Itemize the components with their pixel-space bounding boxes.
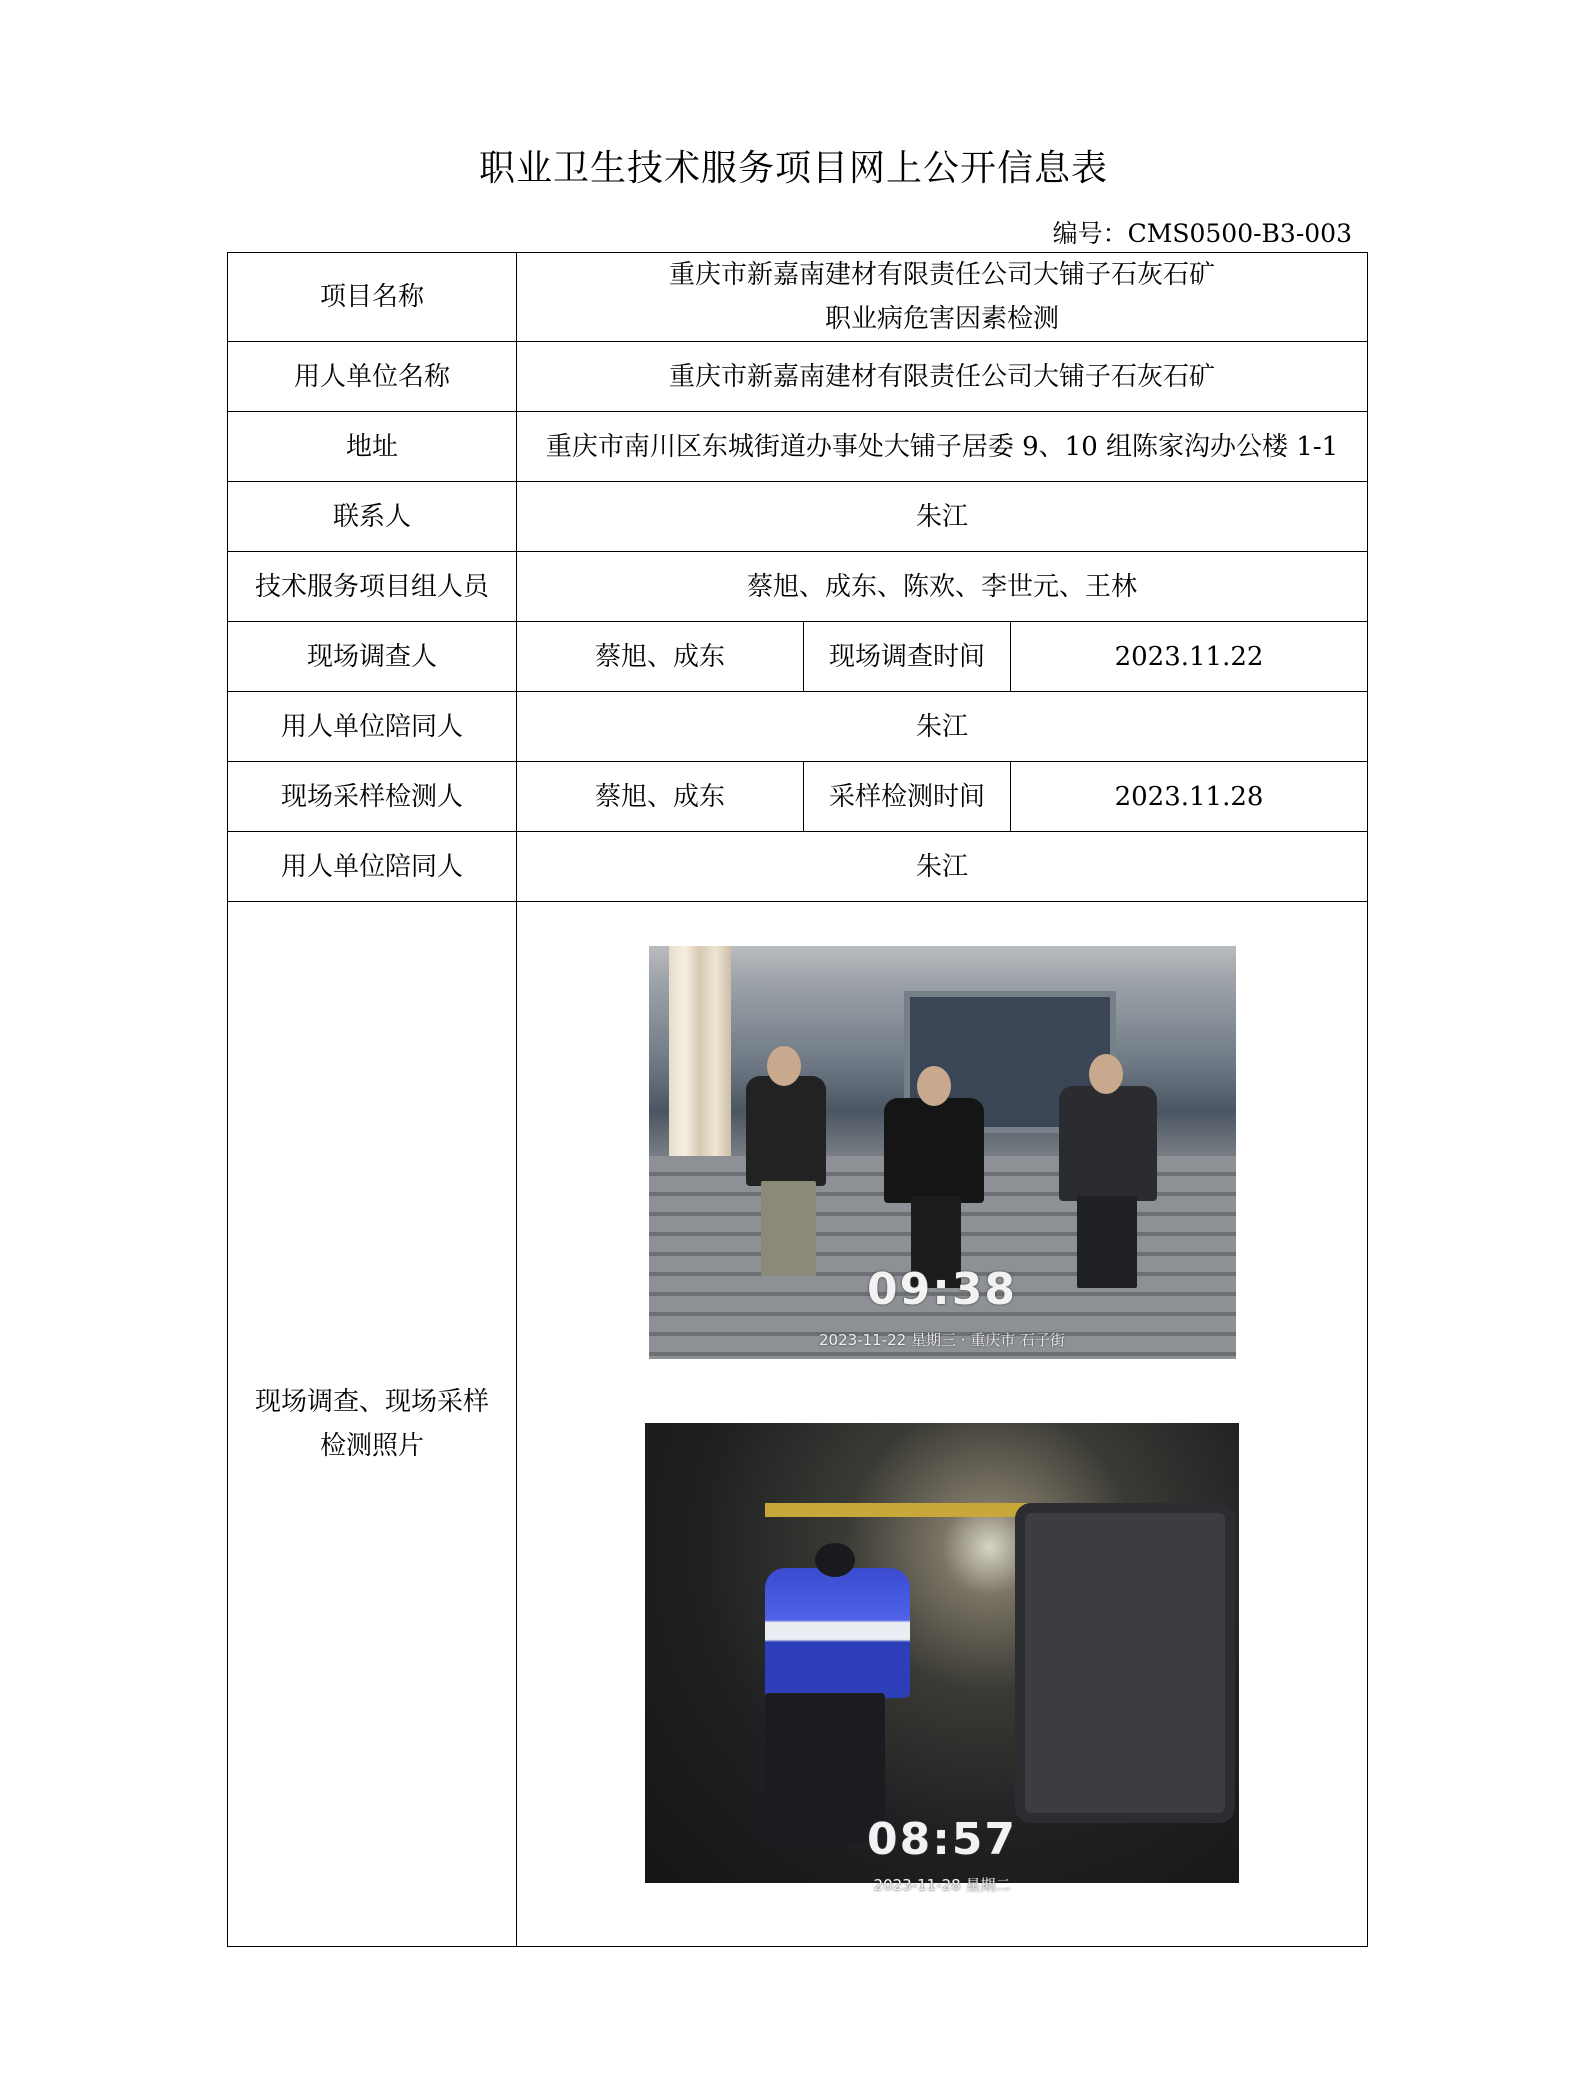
- label-survey: 现场调查人: [228, 622, 517, 692]
- value-sampling-time: 2023.11.28: [1011, 762, 1368, 832]
- row-survey-escort: [228, 692, 1368, 762]
- photo-person-3-head: [1089, 1054, 1123, 1094]
- value-survey-escort: 朱江: [517, 692, 1368, 762]
- label-sampling-time: 采样检测时间: [804, 762, 1011, 832]
- photos-cell: [517, 902, 1368, 1947]
- sampling-photo-date: 2023-11-28 星期二: [873, 1876, 1011, 1894]
- photo-person-2: [884, 1098, 984, 1203]
- photo-worker-head: [815, 1543, 855, 1577]
- label-photos-line1: 现场调查、现场采样: [254, 1387, 489, 1417]
- label-team: 技术服务项目组人员: [228, 552, 517, 622]
- label-survey-time: 现场调查时间: [804, 622, 1011, 692]
- document-code: 编号：CMS0500-B3-003: [1052, 219, 1352, 248]
- value-project-name-line1: 重庆市新嘉南建材有限责任公司大铺子石灰石矿: [669, 260, 1216, 290]
- value-project-name: [517, 253, 1368, 342]
- photo-person-1: [746, 1076, 826, 1186]
- row-project-name: [228, 253, 1368, 342]
- sampling-photo-time: 08:57: [866, 1814, 1018, 1865]
- label-contact: 联系人: [228, 482, 517, 552]
- photo-machine: [1015, 1503, 1235, 1823]
- survey-photo-time: 09:38: [866, 1264, 1018, 1315]
- row-contact: [228, 482, 1368, 552]
- label-project-name: 项目名称: [228, 253, 517, 342]
- row-sampling-escort: [228, 832, 1368, 902]
- info-table: [227, 252, 1368, 1947]
- label-employer-name: 用人单位名称: [228, 342, 517, 412]
- row-employer-name: [228, 342, 1368, 412]
- value-employer-name: 重庆市新嘉南建材有限责任公司大铺子石灰石矿: [517, 342, 1368, 412]
- sampling-photo: [645, 1423, 1239, 1894]
- label-sampling-escort: 用人单位陪同人: [228, 832, 517, 902]
- value-project-name-line2: 职业病危害因素检测: [825, 304, 1060, 334]
- photo-worker-vest: [765, 1568, 910, 1698]
- row-address: [228, 412, 1368, 482]
- value-survey-time: 2023.11.22: [1011, 622, 1368, 692]
- row-team: [228, 552, 1368, 622]
- value-address: 重庆市南川区东城街道办事处大铺子居委 9、10 组陈家沟办公楼 1-1: [517, 412, 1368, 482]
- value-team: 蔡旭、成东、陈欢、李世元、王林: [517, 552, 1368, 622]
- value-survey: 蔡旭、成东: [517, 622, 804, 692]
- photo-person-3: [1059, 1086, 1157, 1201]
- value-sampling-escort: 朱江: [517, 832, 1368, 902]
- label-survey-escort: 用人单位陪同人: [228, 692, 517, 762]
- label-sampling: 现场采样检测人: [228, 762, 517, 832]
- photo-person-1-head: [767, 1046, 801, 1086]
- label-photos-line2: 检测照片: [319, 1431, 424, 1461]
- photo-person-2-head: [917, 1066, 951, 1106]
- value-sampling: 蔡旭、成东: [517, 762, 804, 832]
- label-photos: [228, 902, 517, 1947]
- survey-photo: [649, 946, 1236, 1359]
- survey-photo-date: 2023-11-22 星期三 · 重庆市 石子街: [819, 1331, 1066, 1349]
- row-sampling: [228, 762, 1368, 832]
- document-title: 职业卫生技术服务项目网上公开信息表: [478, 148, 1108, 189]
- label-address: 地址: [228, 412, 517, 482]
- row-photos: [228, 902, 1368, 1947]
- row-survey: [228, 622, 1368, 692]
- photo-person-1-legs: [761, 1181, 816, 1276]
- value-contact: 朱江: [517, 482, 1368, 552]
